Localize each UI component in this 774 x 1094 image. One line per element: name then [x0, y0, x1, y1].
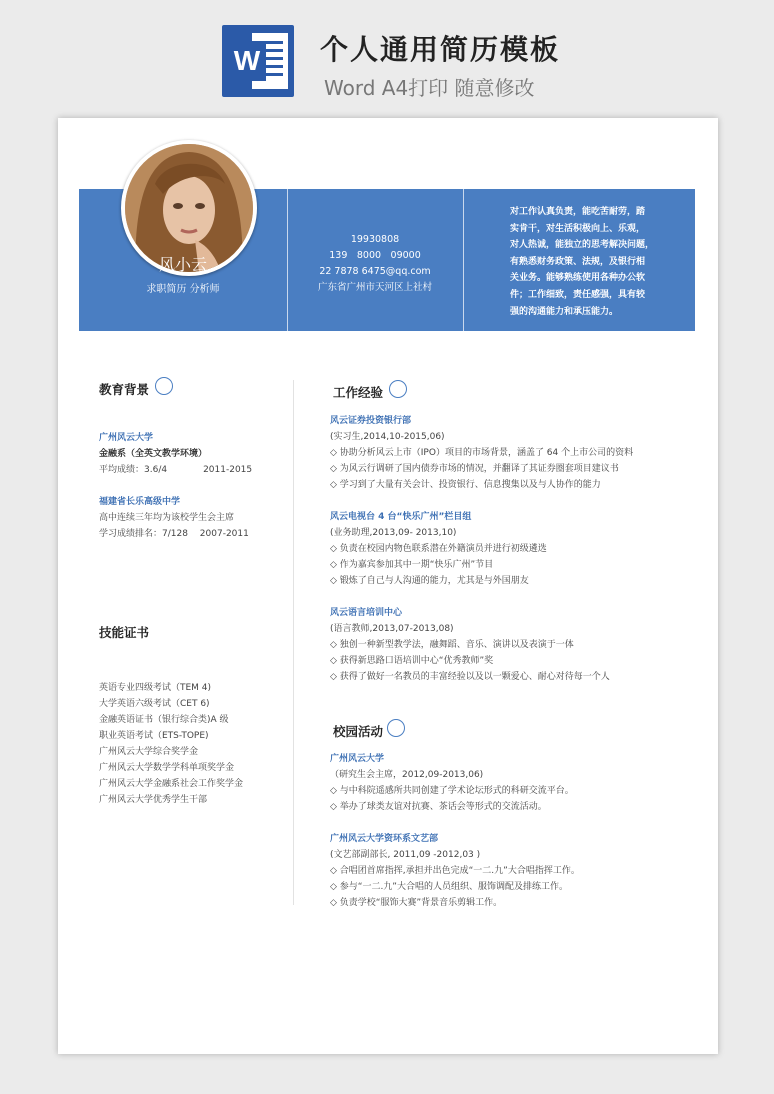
work-line: 风云证券投资银行部 — [330, 416, 412, 426]
education-line: 广州风云大学 — [99, 433, 154, 443]
education-line: 金融系（全英文教学环境） — [99, 449, 208, 459]
intro-line: 强的沟通能力和承压能力。 — [510, 306, 619, 317]
skill-line: 大学英语六级考试（CET 6) — [99, 699, 210, 709]
banner-title: 个人通用简历模板 — [320, 33, 561, 66]
banner-subtitle: Word A4打印 随意修改 — [324, 76, 535, 100]
work-line: (实习生,2014,10-2015,06) — [330, 432, 445, 442]
work-line: ◇ 获得新思路口语培训中心“优秀教师”奖 — [330, 656, 494, 666]
column-divider — [293, 380, 294, 905]
work-line: ◇ 负责在校园内物色联系潜在外籍演员并进行初级遴选 — [330, 544, 547, 554]
skill-line: 金融英语证书（银行综合类)A 级 — [99, 715, 229, 725]
skill-line: 广州风云大学综合奖学金 — [99, 747, 199, 757]
contact-info — [287, 232, 463, 296]
work-line: (业务助理,2013,09- 2013,10) — [330, 528, 457, 538]
profile-role: 求职简历 分析师 — [146, 284, 220, 295]
skill-line: 英语专业四级考试（TEM 4) — [99, 683, 212, 693]
intro-line: 实肯干，对生活积极向上、乐观， — [510, 223, 646, 234]
work-line: ◇ 为风云行调研了国内债券市场的情况，并翻译了其证券圈套项目建议书 — [330, 464, 619, 474]
banner — [0, 0, 774, 118]
database-icon — [389, 380, 407, 398]
work-line: ◇ 作为嘉宾参加其中一期“快乐广州”节目 — [330, 560, 494, 570]
campus-line: 广州风云大学 — [330, 754, 385, 764]
contact-phone: 139 8000 09000 — [329, 250, 421, 261]
intro-line: 关业务。能够熟练使用各种办公软 — [510, 273, 646, 284]
work-line: (语言教师,2013,07-2013,08) — [330, 624, 454, 634]
campus-line: ◇ 举办了球类友谊对抗赛、茶话会等形式的交流活动。 — [330, 802, 547, 812]
campus-line: ◇ 合唱团首席指挥,承担并出色完成“一二.九”大合唱指挥工作。 — [330, 866, 580, 876]
word-icon — [222, 25, 294, 97]
intro-line: 件；工作细致，责任感强，具有较 — [510, 289, 646, 300]
profile-name: 风小云 — [158, 255, 207, 274]
skill-line: 广州风云大学数学学科单项奖学金 — [99, 763, 235, 773]
intro-line: 有熟悉财务政策、法规，及银行相 — [510, 256, 646, 267]
work-line: 风云电视台 4 台“快乐广州”栏目组 — [330, 512, 472, 522]
graduation-cap-icon — [155, 377, 173, 395]
work-title: 工作经验 — [333, 385, 384, 400]
self-introduction — [510, 204, 688, 320]
work-line: ◇ 锻炼了自己与人沟通的能力，尤其是与外国朋友 — [330, 576, 529, 586]
contact-email: 22 7878 6475@qq.com — [319, 266, 431, 277]
band-divider — [463, 189, 464, 331]
work-line: ◇ 独创一种新型教学法，融舞蹈、音乐、演讲以及表演于一体 — [330, 640, 574, 650]
word-letter: W — [228, 41, 266, 81]
work-line: ◇ 学习到了大量有关会计、投资银行、信息搜集以及与人协作的能力 — [330, 480, 601, 490]
education-line: 高中连续三年均为该校学生会主席 — [99, 513, 235, 523]
network-icon — [387, 719, 405, 737]
work-line: ◇ 协助分析风云上市（IPO）项目的市场背景，涵盖了 64 个上市公司的资料 — [330, 448, 634, 458]
education-line: 福建省长乐高级中学 — [99, 497, 181, 507]
resume-page — [58, 118, 718, 1054]
work-line: ◇ 获得了做好一名教员的丰富经验以及以一颗爱心、耐心对待每一个人 — [330, 672, 610, 682]
skill-line: 广州风云大学金融系社会工作奖学金 — [99, 779, 244, 789]
education-line: 学习成绩排名：7/128 2007-2011 — [99, 529, 249, 539]
campus-title: 校园活动 — [333, 724, 384, 739]
intro-line: 对工作认真负责，能吃苦耐劳，踏 — [510, 207, 646, 217]
campus-line: 广州风云大学资环系文艺部 — [330, 834, 439, 844]
campus-line: (文艺部副部长, 2011,09 -2012,03 ) — [330, 850, 481, 860]
contact-birthdate: 19930808 — [350, 234, 400, 245]
education-title: 教育背景 — [99, 382, 150, 397]
skill-line: 广州风云大学优秀学生干部 — [99, 795, 208, 805]
campus-line: ◇ 负责学校“服饰大赛”背景音乐剪辑工作。 — [330, 898, 503, 908]
work-line: 风云语言培训中心 — [330, 608, 403, 618]
education-line: 平均成绩：3.6/4 2011-2015 — [99, 465, 253, 475]
campus-line: ◇ 参与“一二.九”大合唱的人员组织、服饰调配及排练工作。 — [330, 882, 568, 892]
skill-line: 职业英语考试（ETS-TOPE) — [99, 731, 209, 741]
campus-line: （研究生会主席，2012,09-2013,06) — [330, 770, 484, 780]
skills-title: 技能证书 — [99, 625, 150, 640]
intro-line: 对人热诚，能独立的思考解决问题， — [510, 240, 655, 251]
campus-line: ◇ 与中科院遥感所共同创建了学术论坛形式的科研交流平台。 — [330, 786, 574, 796]
contact-address: 广东省广州市天河区上社村 — [317, 282, 432, 293]
